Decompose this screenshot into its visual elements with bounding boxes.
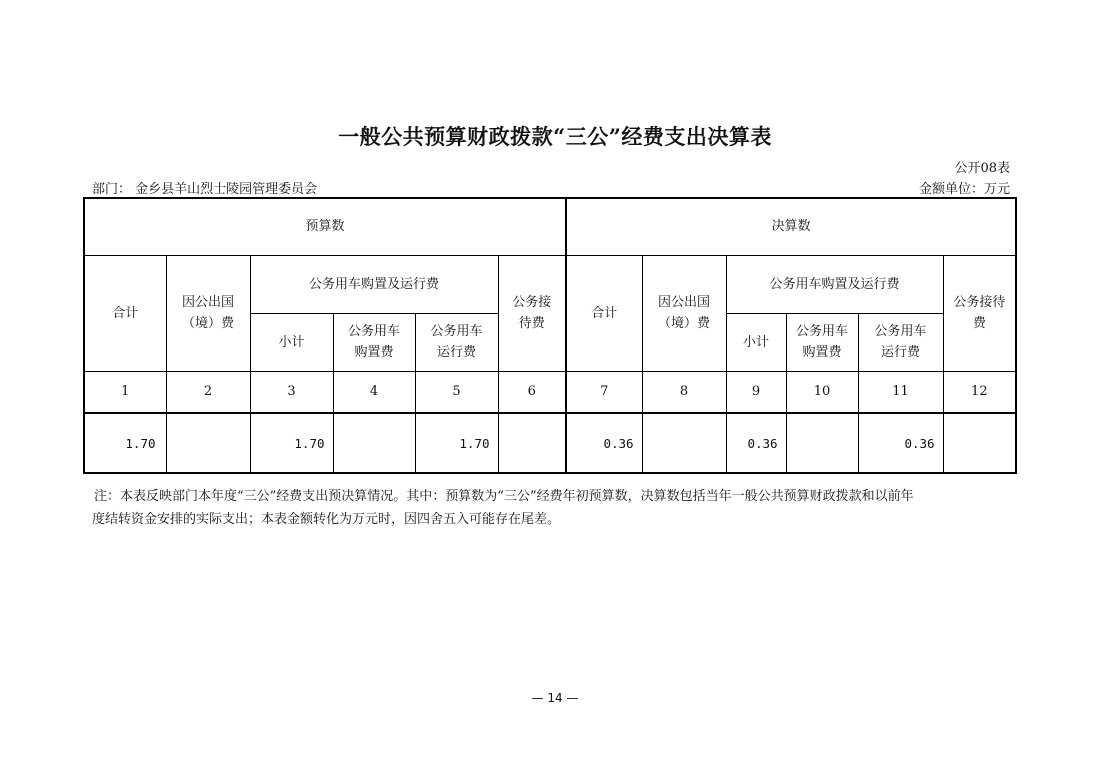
index-cell: 8 xyxy=(642,371,726,413)
budget-subtotal-header: 小计 xyxy=(250,313,333,371)
footnote xyxy=(92,485,1017,531)
index-cell: 6 xyxy=(498,371,566,413)
department-label: 部门： 金乡县羊山烈士陵园管理委员会 xyxy=(92,182,318,197)
index-cell: 5 xyxy=(415,371,498,413)
final-total-header: 合计 xyxy=(566,255,642,371)
final-abroad-line1: 因公出国 xyxy=(658,295,711,310)
footnote-line1: 注：本表反映部门本年度“三公”经费支出预决算情况。其中：预算数为“三公”经费年初预算数，决算数包括当年一般公共预算财政拨款和以前年 xyxy=(94,489,914,504)
value-cell xyxy=(642,413,726,473)
final-subtotal-header: 小计 xyxy=(726,313,786,371)
budget-total-header: 合计 xyxy=(84,255,166,371)
final-purchase-line2: 购置费 xyxy=(802,345,842,360)
final-running-line1: 公务用车 xyxy=(874,324,927,339)
budget-running-line1: 公务用车 xyxy=(430,324,483,339)
value-cell xyxy=(166,413,250,473)
final-reception-line1: 公务接待 xyxy=(953,295,1006,310)
value-cell: 0.36 xyxy=(858,413,943,473)
value-cell xyxy=(498,413,566,473)
index-cell: 3 xyxy=(250,371,333,413)
index-cell: 4 xyxy=(333,371,415,413)
budget-vehicle-header: 公务用车购置及运行费 xyxy=(250,255,498,313)
budget-abroad-header xyxy=(166,255,250,371)
form-number: 公开08表 xyxy=(954,161,1010,176)
budget-reception-line2: 待费 xyxy=(518,316,545,331)
value-cell: 0.36 xyxy=(566,413,642,473)
group-header-row xyxy=(84,198,1016,255)
budget-reception-header xyxy=(498,255,566,371)
budget-abroad-line2: （境）费 xyxy=(181,316,234,331)
value-cell: 1.70 xyxy=(84,413,166,473)
final-vehicle-header: 公务用车购置及运行费 xyxy=(726,255,943,313)
index-cell: 2 xyxy=(166,371,250,413)
index-cell: 11 xyxy=(858,371,943,413)
final-abroad-header xyxy=(642,255,726,371)
budget-purchase-line2: 购置费 xyxy=(354,345,394,360)
index-cell: 9 xyxy=(726,371,786,413)
amount-unit: 金额单位：万元 xyxy=(918,182,1010,197)
budget-running-line2: 运行费 xyxy=(436,345,476,360)
value-cell xyxy=(786,413,858,473)
page-number: — 14 — xyxy=(531,691,579,705)
footnote-line2: 度结转资金安排的实际支出；本表金额转化为万元时，因四舍五入可能存在尾差。 xyxy=(92,512,561,527)
final-abroad-line2: （境）费 xyxy=(658,316,711,331)
final-running-line2: 运行费 xyxy=(881,345,921,360)
value-cell xyxy=(333,413,415,473)
budget-running-header xyxy=(415,313,498,371)
final-purchase-line1: 公务用车 xyxy=(796,324,849,339)
index-cell: 12 xyxy=(943,371,1016,413)
value-cell: 1.70 xyxy=(415,413,498,473)
value-cell: 0.36 xyxy=(726,413,786,473)
budget-purchase-header xyxy=(333,313,415,371)
final-header: 决算数 xyxy=(566,198,1016,255)
budget-header: 预算数 xyxy=(84,198,566,255)
index-cell: 7 xyxy=(566,371,642,413)
value-cell: 1.70 xyxy=(250,413,333,473)
page-title: 一般公共预算财政拨款“三公”经费支出决算表 xyxy=(338,124,772,149)
budget-purchase-line1: 公务用车 xyxy=(347,324,400,339)
index-cell: 10 xyxy=(786,371,858,413)
expenditure-table xyxy=(83,197,1017,474)
budget-abroad-line1: 因公出国 xyxy=(181,295,234,310)
index-cell: 1 xyxy=(84,371,166,413)
value-cell xyxy=(943,413,1016,473)
final-reception-line2: 费 xyxy=(972,316,986,331)
budget-reception-line1: 公务接 xyxy=(512,295,552,310)
value-row xyxy=(84,413,1016,473)
final-running-header xyxy=(858,313,943,371)
final-reception-header xyxy=(943,255,1016,371)
column-header-row xyxy=(84,255,1016,313)
index-row xyxy=(84,371,1016,413)
final-purchase-header xyxy=(786,313,858,371)
